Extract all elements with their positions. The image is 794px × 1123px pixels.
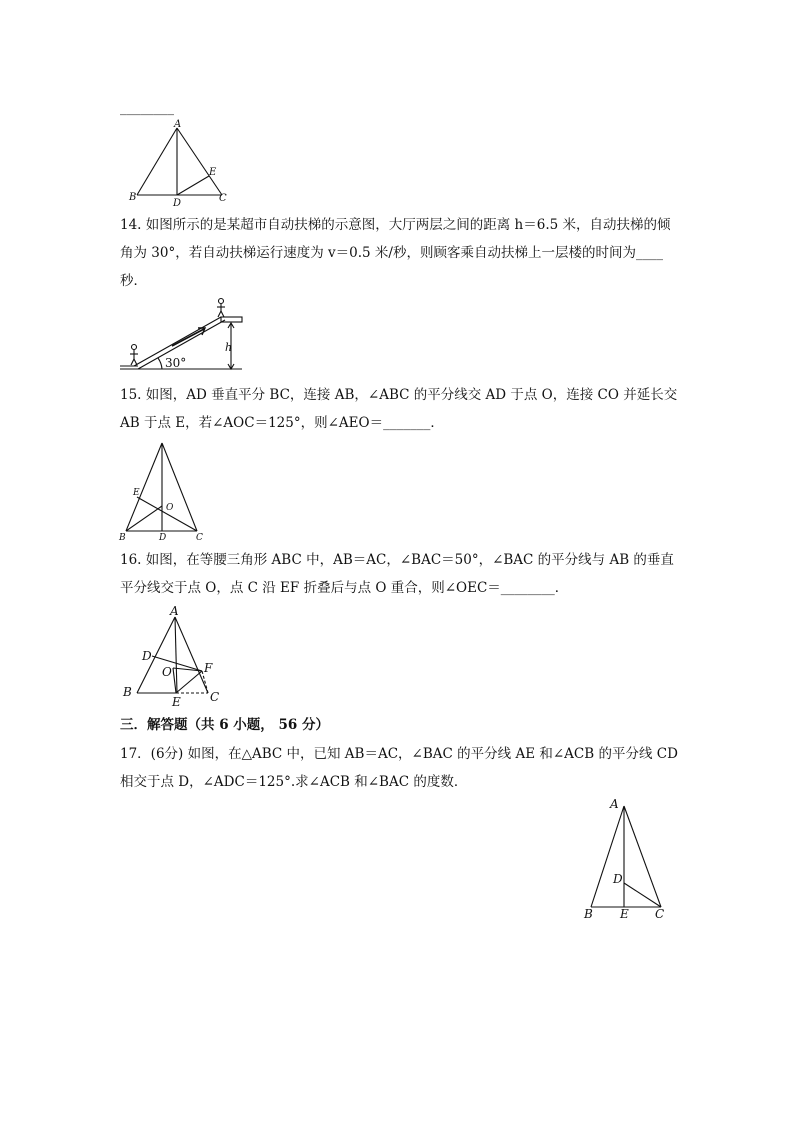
label-O: O [166,503,174,513]
figure-q16 [120,604,230,708]
label-B: B [123,685,132,699]
q16-line1: 16. 如图，在等腰三角形 ABC 中，AB＝AC，∠BAC＝50°，∠BAC 的平分线与 AB 的垂直 [120,552,674,568]
figure-q13 [125,118,235,208]
label-D: D [173,198,182,209]
q15-line2: AB 于点 E，若∠AOC＝125°，则∠AEO＝_______． [120,415,444,431]
label-D: D [159,533,167,543]
figure-q14-escalator [120,296,250,376]
label-F: F [204,661,213,675]
q16-line2: 平分线交于点 O，点 C 沿 EF 折叠后与点 O 重合，则∠OEC＝________． [120,580,569,596]
label-B: B [129,192,137,203]
label-A: A [610,797,619,811]
q14-line2: 角为 30°，若自动扶梯运行速度为 v＝0.5 米/秒，则顾客乘自动扶梯上一层楼的时间为____ [120,245,663,261]
angle-label: 30° [165,356,187,370]
label-D: D [613,872,623,886]
label-D: D [142,649,152,663]
label-B: B [584,907,593,921]
q17-line1: 17．(6分) 如图，在△ABC 中，已知 AB＝AC，∠BAC 的平分线 AE 和∠ACB 的平分线 CD [120,746,678,762]
label-C: C [210,690,220,704]
label-E: E [620,907,629,921]
label-C: C [196,533,203,543]
h-label: h [225,341,233,354]
label-O: O [162,665,172,679]
figure-q15 [118,440,213,545]
label-B: B [119,533,126,543]
q14-line1: 14. 如图所示的是某超市自动扶梯的示意图，大厅两层之间的距离 h＝6.5 米，自动扶梯的倾 [120,217,671,233]
q17-line2: 相交于点 D，∠ADC＝125°.求∠ACB 和∠BAC 的度数． [120,774,468,790]
label-E: E [172,695,181,709]
label-C: C [219,193,227,204]
top-answer-blank: ________ [120,100,174,116]
section3-heading: 三．解答题（共 6 小题， 56 分） [120,717,329,733]
label-A: A [174,119,182,130]
figure-q17 [580,796,675,926]
label-C: C [655,907,665,921]
person-bottom-icon [130,345,138,366]
label-E: E [133,488,140,498]
q14-line3: 秒． [120,273,147,289]
label-A: A [170,604,179,618]
label-E: E [209,167,217,178]
person-top-icon [217,299,225,318]
q15-line1: 15. 如图，AD 垂直平分 BC，连接 AB，∠ABC 的平分线交 AD 于点 O，连接 CO 并延长交 [120,387,678,403]
